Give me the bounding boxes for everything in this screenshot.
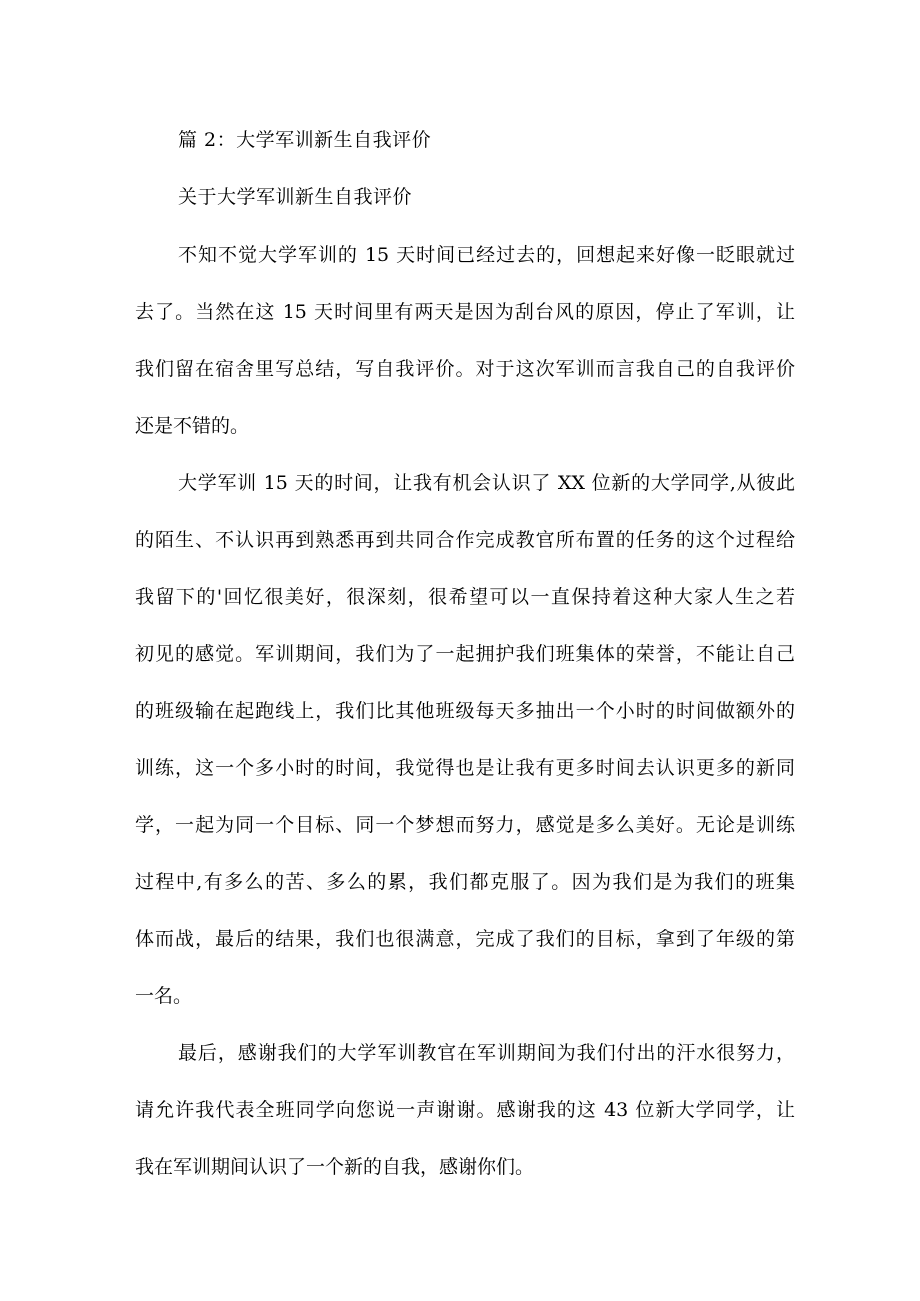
paragraph-2-line: 大学军训 15 天的时间，让我有机会认识了 XX 位新的大学同学,从彼此 <box>178 472 795 494</box>
paragraph-1-line: 我们留在宿舍里写总结，写自我评价。对于这次军训而言我自己的自我评价 <box>135 358 795 380</box>
paragraph-2-line: 训练，这一个多小时的时间，我觉得也是让我有更多时间去认识更多的新同 <box>135 757 795 779</box>
paragraph-2-line: 一名。 <box>135 985 193 1007</box>
paragraph-2-line: 的陌生、不认识再到熟悉再到共同合作完成教官所布置的任务的这个过程给 <box>135 529 795 551</box>
paragraph-2-line: 我留下的'回忆很美好，很深刻，很希望可以一直保持着这种大家人生之若 <box>135 586 795 608</box>
article-title: 关于大学军训新生自我评价 <box>178 186 413 208</box>
paragraph-2-line: 初见的感觉。军训期间，我们为了一起拥护我们班集体的荣誉，不能让自己 <box>135 643 795 665</box>
paragraph-2-line: 过程中,有多么的苦、多么的累，我们都克服了。因为我们是为我们的班集 <box>135 871 795 893</box>
paragraph-1-line: 不知不觉大学军训的 15 天时间已经过去的，回想起来好像一眨眼就过 <box>178 244 795 266</box>
paragraph-2-line: 学，一起为同一个目标、同一个梦想而努力，感觉是多么美好。无论是训练 <box>135 814 795 836</box>
section-heading: 篇 2：大学军训新生自我评价 <box>178 129 432 151</box>
paragraph-3-line: 我在军训期间认识了一个新的自我，感谢你们。 <box>135 1156 535 1178</box>
paragraph-1-line: 去了。当然在这 15 天时间里有两天是因为刮台风的原因，停止了军训，让 <box>135 301 795 323</box>
paragraph-3-line: 最后，感谢我们的大学军训教官在军训期间为我们付出的汗水很努力， <box>178 1042 795 1064</box>
paragraph-1-line: 还是不错的。 <box>135 415 250 437</box>
paragraph-2-line: 的班级输在起跑线上，我们比其他班级每天多抽出一个小时的时间做额外的 <box>135 700 795 722</box>
paragraph-3-line: 请允许我代表全班同学向您说一声谢谢。感谢我的这 43 位新大学同学，让 <box>135 1099 795 1121</box>
paragraph-2-line: 体而战，最后的结果，我们也很满意，完成了我们的目标，拿到了年级的第 <box>135 928 795 950</box>
